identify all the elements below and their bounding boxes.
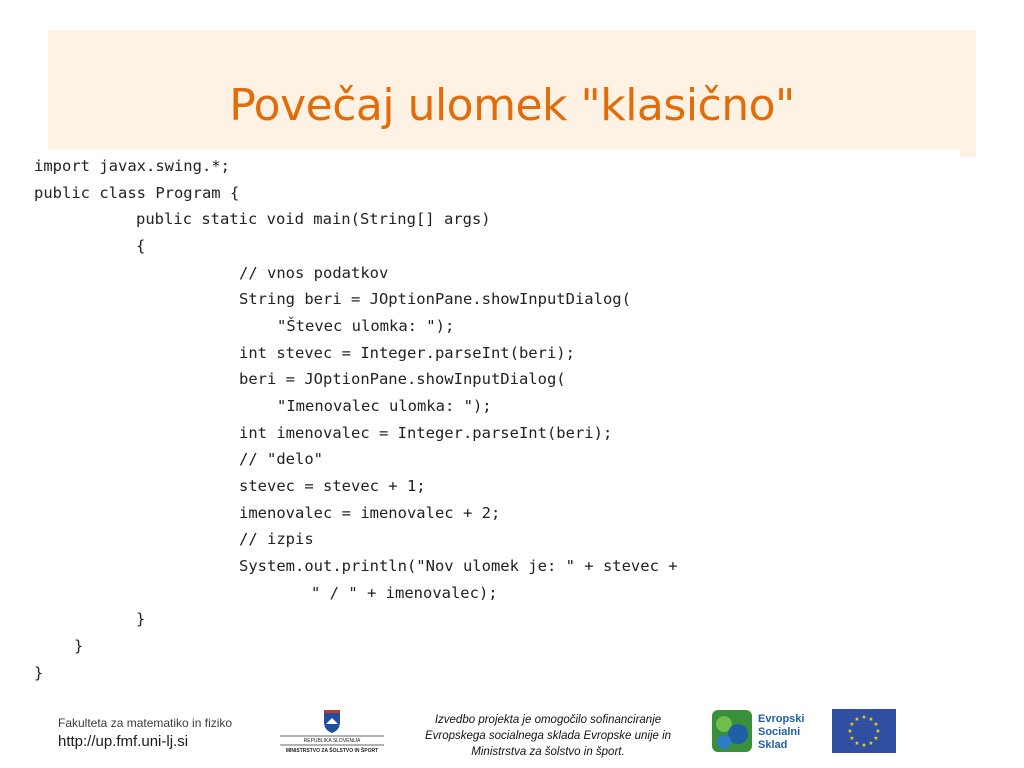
code-line: import javax.swing.*; [34,157,230,175]
code-line: beri = JOptionPane.showInputDialog( [239,370,566,388]
code-line: { [136,237,146,255]
eu-flag-icon [832,709,896,753]
esf-emblem-icon [712,710,752,752]
code-line: "Števec ulomka: "); [277,317,455,335]
code-line: } [34,664,44,682]
code-line: // izpis [239,530,314,548]
code-line: // "delo" [239,450,323,468]
esf-logo-line3: Sklad [758,739,788,751]
ministry-logo [278,708,386,756]
ministry-logo-line1: REPUBLIKA SLOVENIJA [303,738,361,744]
svg-text:★: ★ [861,714,867,721]
svg-text:★: ★ [861,742,867,749]
svg-text:★: ★ [875,728,881,735]
faculty-name: Fakulteta za matematiko in fiziko [58,716,233,730]
code-line: } [74,637,84,655]
code-line: "Imenovalec ulomka: "); [277,397,492,415]
svg-text:★: ★ [849,735,855,742]
svg-text:★: ★ [873,721,879,728]
slovenia-coat-of-arms-icon [324,710,340,733]
cofinancing-line: Evropskega socialnega sklada Evropske unije in [424,730,672,742]
code-line: stevec = stevec + 1; [239,477,426,495]
code-line: public class Program { [34,184,240,202]
svg-text:★: ★ [854,740,860,747]
code-line: // vnos podatkov [239,264,389,282]
code-line: public static void main(String[] args) [136,210,491,228]
code-line: System.out.println("Nov ulomek je: " + stevec + [239,557,678,575]
slide-title: Povečaj ulomek "klasično" [229,80,795,131]
code-line: int imenovalec = Integer.parseInt(beri); [239,424,613,442]
faculty-url-link[interactable]: http://up.fmf.uni-lj.si [58,733,189,750]
code-line: int stevec = Integer.parseInt(beri); [239,344,575,362]
cofinancing-line: Izvedbo projekta je omogočilo sofinanciranje [434,714,662,726]
esf-logo [710,708,814,754]
cofinancing-note [404,712,692,760]
code-line: String beri = JOptionPane.showInputDialog( [239,290,631,308]
ministry-logo-line2: MINISTRSTVO ZA ŠOLSTVO IN ŠPORT [285,748,379,754]
svg-text:★: ★ [849,721,855,728]
svg-text:★: ★ [854,716,860,723]
code-line: imenovalec = imenovalec + 2; [239,504,501,522]
title-band [48,30,976,157]
esf-logo-line1: Evropski [758,713,805,725]
code-line: } [136,610,146,628]
code-line: " / " + imenovalec); [311,584,498,602]
svg-text:★: ★ [868,740,874,747]
cofinancing-line: Ministrstva za šolstvo in šport. [471,746,625,758]
code-panel [26,150,960,690]
svg-text:★: ★ [868,716,874,723]
svg-text:★: ★ [847,728,853,735]
svg-text:★: ★ [873,735,879,742]
esf-logo-line2: Socialni [758,726,801,738]
